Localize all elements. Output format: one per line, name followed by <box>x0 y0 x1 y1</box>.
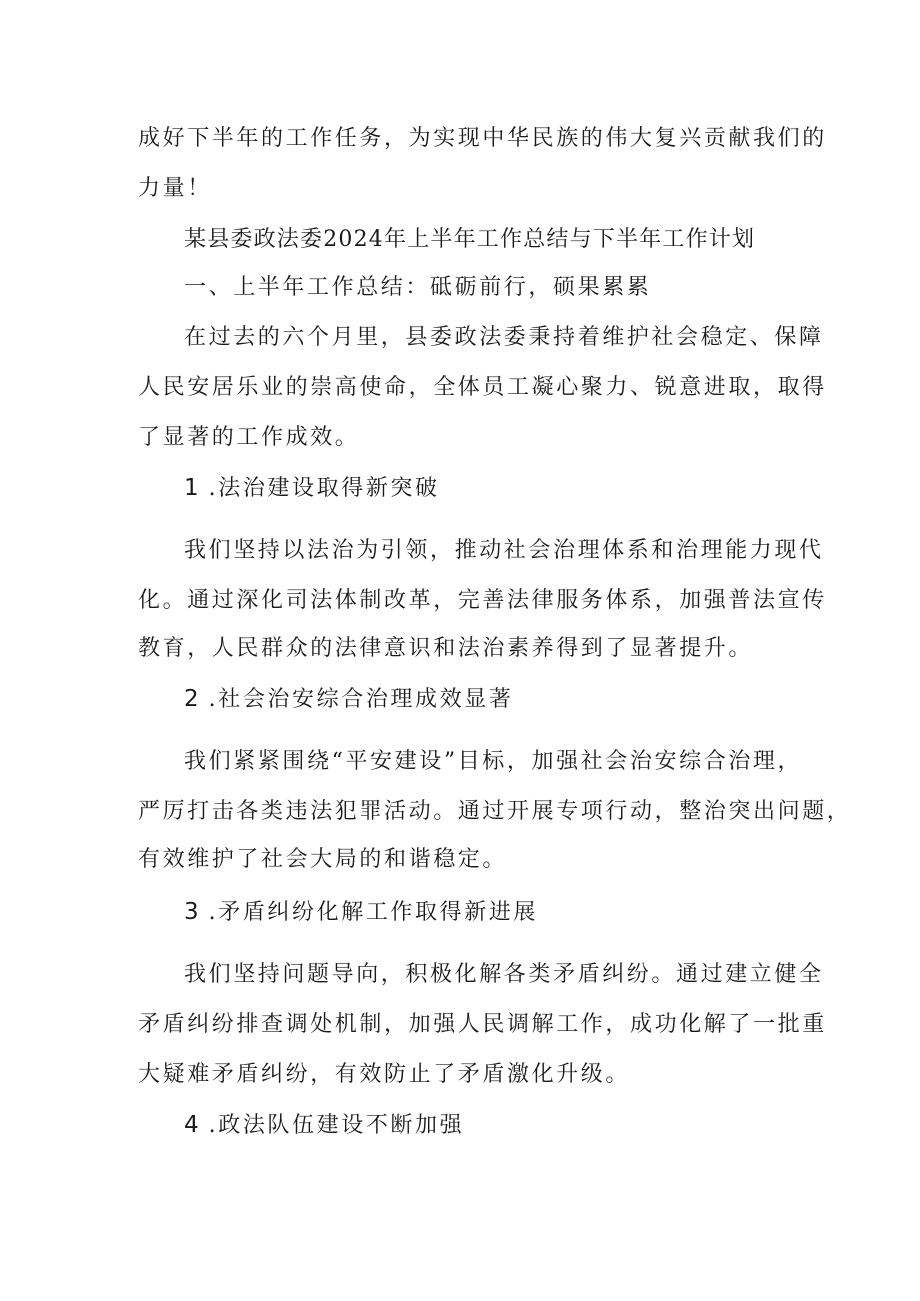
paragraph-line: 了显著的工作成效。 <box>138 425 360 450</box>
subsection-heading <box>184 897 538 928</box>
paragraph-line: 力量！ <box>138 176 212 201</box>
paragraph-line: 矛盾纠纷排查调处机制，加强人民调解工作，成功化解了一批重 <box>138 1012 827 1037</box>
paragraph-line: 化。通过深化司法体制改革，完善法律服务体系，加强普法宣传 <box>138 588 827 613</box>
paragraph-line: 人民安居乐业的崇高使命，全体员工凝心聚力、锐意进取，取得 <box>138 375 827 400</box>
heading-text: .矛盾纠纷化解工作取得新进展 <box>208 900 539 925</box>
paragraph-line: 成好下半年的工作任务，为实现中华民族的伟大复兴贡献我们的 <box>138 126 827 151</box>
paragraph-line: 我们坚持问题导向，积极化解各类矛盾纠纷。通过建立健全 <box>184 962 824 987</box>
paragraph-line: 我们坚持以法治为引领，推动社会治理体系和治理能力现代 <box>184 538 824 563</box>
paragraph-line: 严厉打击各类违法犯罪活动。通过开展专项行动，整治突出问题， <box>138 799 852 824</box>
heading-number: 2 <box>184 686 199 712</box>
subsection-heading <box>184 684 513 715</box>
document-title: 某县委政法委2024年上半年工作总结与下半年工作计划 <box>184 227 756 252</box>
heading-number: 4 <box>184 1112 199 1138</box>
paragraph-line: 教育，人民群众的法律意识和法治素养得到了显著提升。 <box>138 636 754 661</box>
subsection-heading <box>184 1110 464 1141</box>
paragraph-line: 大疑难矛盾纠纷，有效防止了矛盾激化升级。 <box>138 1062 631 1087</box>
subsection-heading <box>184 473 440 504</box>
paragraph-line: 在过去的六个月里，县委政法委秉持着维护社会稳定、保障 <box>184 325 824 350</box>
heading-number: 1 <box>184 475 199 501</box>
paragraph-line: 有效维护了社会大局的和谐稳定。 <box>138 847 508 872</box>
heading-text: .法治建设取得新突破 <box>208 476 440 501</box>
paragraph-line: 我们紧紧围绕“平安建设”目标，加强社会治安综合治理， <box>184 749 803 774</box>
section-heading: 一、上半年工作总结：砥砺前行，硕果累累 <box>184 275 652 300</box>
heading-text: .政法队伍建设不断加强 <box>208 1113 465 1138</box>
heading-text: .社会治安综合治理成效显著 <box>208 687 514 712</box>
heading-number: 3 <box>184 899 199 925</box>
